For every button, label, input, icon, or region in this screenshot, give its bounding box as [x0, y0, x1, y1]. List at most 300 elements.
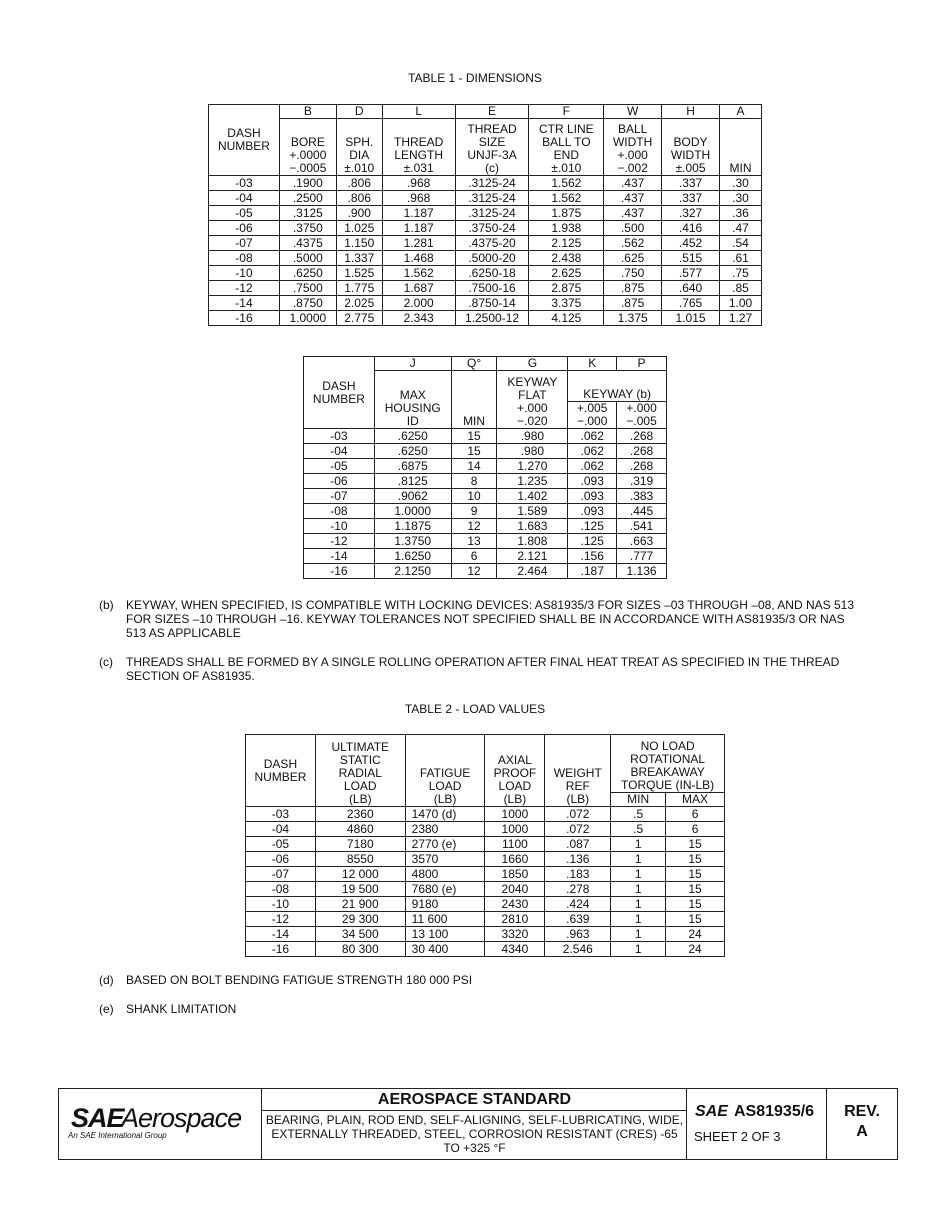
table-cell: .7500 — [279, 281, 336, 296]
table-cell: 1 — [611, 837, 666, 852]
table-cell: .424 — [545, 897, 611, 912]
table-cell: 2770 (e) — [405, 837, 485, 852]
table-cell: 4800 — [405, 867, 485, 882]
table1-title: TABLE 1 - DIMENSIONS — [408, 71, 542, 85]
table-cell: .136 — [545, 852, 611, 867]
table-cell: 6 — [666, 807, 725, 822]
table-cell: 24 — [666, 927, 725, 942]
table-cell: 1100 — [485, 837, 545, 852]
table-cell: .062 — [568, 429, 617, 444]
table2-load-values — [245, 734, 725, 957]
table-cell: 2.775 — [336, 311, 382, 326]
table-cell: 13 100 — [405, 927, 485, 942]
table-cell: 1.6250 — [374, 549, 451, 564]
sheet-number: SHEET 2 OF 3 — [694, 1129, 781, 1144]
column-label: WEIGHT REF (LB) — [545, 735, 611, 807]
dash-number-header: DASH NUMBER — [304, 357, 375, 429]
table-cell: 1.0000 — [374, 504, 451, 519]
dash-number-cell: -14 — [246, 927, 316, 942]
table-cell: .968 — [382, 176, 455, 191]
column-letter: E — [455, 105, 529, 119]
dash-number-cell: -05 — [209, 206, 280, 221]
column-label: THREAD SIZE UNJF-3A (c) — [455, 119, 529, 176]
table-row — [209, 236, 762, 251]
table-cell: 1.235 — [497, 474, 568, 489]
table-cell: 3.375 — [529, 296, 604, 311]
column-label: +.000 −.005 — [617, 402, 667, 429]
table-row — [304, 564, 667, 579]
table-cell: .3750 — [279, 221, 336, 236]
table-cell: 1470 (d) — [405, 807, 485, 822]
table-cell: 2.125 — [529, 236, 604, 251]
table-cell: 1 — [611, 897, 666, 912]
dash-number-cell: -16 — [209, 311, 280, 326]
table-cell: 4340 — [485, 942, 545, 957]
table-cell: 1 — [611, 942, 666, 957]
table-cell: 15 — [451, 444, 497, 459]
column-letter: P — [617, 357, 667, 371]
table-cell: .337 — [662, 191, 720, 206]
table-cell: 3570 — [405, 852, 485, 867]
table-cell: 29 300 — [315, 912, 405, 927]
table-cell: 1.015 — [662, 311, 720, 326]
table-cell: .1900 — [279, 176, 336, 191]
table-cell: .980 — [497, 429, 568, 444]
dash-number-header: DASH NUMBER — [209, 105, 280, 176]
column-label: AXIAL PROOF LOAD (LB) — [485, 735, 545, 807]
dash-number-cell: -16 — [304, 564, 375, 579]
table-cell: 1.938 — [529, 221, 604, 236]
table-cell: 30 400 — [405, 942, 485, 957]
table-cell: .437 — [604, 206, 662, 221]
table-cell: 14 — [451, 459, 497, 474]
table-row — [246, 837, 725, 852]
table-cell: 12 — [451, 519, 497, 534]
table-cell: .3125-24 — [455, 206, 529, 221]
dash-number-cell: -03 — [246, 807, 316, 822]
table-row — [304, 429, 667, 444]
table-cell: 2.464 — [497, 564, 568, 579]
table-cell: .437 — [604, 176, 662, 191]
table-cell: .963 — [545, 927, 611, 942]
table-cell: 4.125 — [529, 311, 604, 326]
table-cell: 6 — [451, 549, 497, 564]
dash-number-cell: -08 — [304, 504, 375, 519]
dash-number-cell: -03 — [209, 176, 280, 191]
table-cell: .750 — [604, 266, 662, 281]
table-cell: 1.468 — [382, 251, 455, 266]
note-c — [99, 655, 859, 683]
standard-heading: AEROSPACE STANDARD — [262, 1089, 687, 1111]
table-cell: 1.27 — [720, 311, 762, 326]
table1-keyway-dimensions — [303, 356, 667, 579]
table-cell: 1 — [611, 912, 666, 927]
table-cell: .541 — [617, 519, 667, 534]
document-title-cell — [262, 1089, 687, 1159]
table-cell: 2.343 — [382, 311, 455, 326]
table-cell: 1.025 — [336, 221, 382, 236]
table-cell: 3320 — [485, 927, 545, 942]
table-cell: .8750-14 — [455, 296, 529, 311]
table-cell: 2.1250 — [374, 564, 451, 579]
sae-logo-small: SAE — [695, 1103, 728, 1120]
note-text: KEYWAY, WHEN SPECIFIED, IS COMPATIBLE WITH LOCKING DEVICES: AS81935/3 FOR SIZES –03 THROUGH –08, AND NAS 513 FOR SIZES –10 THROUGH –16. KEYWAY TOLERANCES NOT SPECIFIED SHALL BE IN ACCORDANCE WITH AS81935/3 OR NAS 513 AS APPLICABLE — [126, 598, 854, 640]
column-letter: K — [568, 357, 617, 371]
table-cell: .087 — [545, 837, 611, 852]
table-cell: .625 — [604, 251, 662, 266]
table-cell: 1.562 — [529, 191, 604, 206]
column-label: NO LOAD ROTATIONAL BREAKAWAY TORQUE (IN-LB) — [611, 735, 725, 793]
table-cell: 9 — [451, 504, 497, 519]
table-cell: 1.270 — [497, 459, 568, 474]
dash-number-cell: -07 — [209, 236, 280, 251]
column-label: FATIGUE LOAD (LB) — [405, 735, 485, 807]
dash-number-cell: -04 — [246, 822, 316, 837]
table-row — [246, 897, 725, 912]
table-cell: 1.562 — [529, 176, 604, 191]
table-cell: 1.375 — [604, 311, 662, 326]
table-row — [209, 206, 762, 221]
table-cell: .445 — [617, 504, 667, 519]
table-cell: 12 — [451, 564, 497, 579]
dash-number-cell: -10 — [304, 519, 375, 534]
note-text: BASED ON BOLT BENDING FATIGUE STRENGTH 180 000 PSI — [126, 973, 473, 987]
table-cell: 1 — [611, 882, 666, 897]
dash-number-cell: -03 — [304, 429, 375, 444]
revision-cell — [827, 1089, 897, 1159]
column-label: +.005 −.000 — [568, 402, 617, 429]
title-block — [58, 1088, 898, 1160]
column-letter: B — [279, 105, 336, 119]
table-cell: .7500-16 — [455, 281, 529, 296]
table-cell: .3125-24 — [455, 191, 529, 206]
column-letter: D — [336, 105, 382, 119]
table-cell: 15 — [451, 429, 497, 444]
column-letter: H — [662, 105, 720, 119]
table-cell: 12 000 — [315, 867, 405, 882]
column-label: MAX — [666, 793, 725, 807]
table-row — [209, 251, 762, 266]
table-cell: .806 — [336, 176, 382, 191]
table-row — [209, 311, 762, 326]
sae-aerospace-logo — [59, 1089, 262, 1159]
table-cell: 1.589 — [497, 504, 568, 519]
table-cell: 80 300 — [315, 942, 405, 957]
table-cell: .268 — [617, 459, 667, 474]
table-row — [209, 191, 762, 206]
table-cell: .5000 — [279, 251, 336, 266]
table-cell: .156 — [568, 549, 617, 564]
table-cell: 2360 — [315, 807, 405, 822]
table-cell: .875 — [604, 281, 662, 296]
logo-sae-text: SAE — [71, 1103, 124, 1133]
table-cell: 1000 — [485, 822, 545, 837]
column-letter: W — [604, 105, 662, 119]
table-cell: .9062 — [374, 489, 451, 504]
table-cell: 1 — [611, 927, 666, 942]
column-label: MIN — [611, 793, 666, 807]
table-cell: 9180 — [405, 897, 485, 912]
table-row — [304, 474, 667, 489]
table-cell: .61 — [720, 251, 762, 266]
table-row — [209, 281, 762, 296]
table-cell: 1.136 — [617, 564, 667, 579]
table-cell: 1.775 — [336, 281, 382, 296]
table-row — [246, 867, 725, 882]
table-cell: .2500 — [279, 191, 336, 206]
keyway-label: KEYWAY (b) — [568, 371, 667, 402]
column-label: KEYWAY FLAT +.000 −.020 — [497, 371, 568, 429]
column-letter: J — [374, 357, 451, 371]
table-cell: .093 — [568, 474, 617, 489]
note-text: THREADS SHALL BE FORMED BY A SINGLE ROLLING OPERATION AFTER FINAL HEAT TREAT AS SPECIFIED IN THE THREAD SECTION OF AS81935. — [126, 655, 840, 683]
table-cell: 15 — [666, 867, 725, 882]
table-cell: .437 — [604, 191, 662, 206]
document-number: AS81935/6 — [734, 1103, 815, 1120]
table-row — [304, 504, 667, 519]
table-cell: .47 — [720, 221, 762, 236]
table-cell: .187 — [568, 564, 617, 579]
table-cell: .30 — [720, 176, 762, 191]
table-cell: 1.2500-12 — [455, 311, 529, 326]
table-cell: .663 — [617, 534, 667, 549]
table-cell: .500 — [604, 221, 662, 236]
dash-number-header: DASH NUMBER — [246, 735, 316, 807]
dash-number-cell: -05 — [304, 459, 375, 474]
table-cell: .875 — [604, 296, 662, 311]
table-cell: 1.150 — [336, 236, 382, 251]
column-letter: G — [497, 357, 568, 371]
table-cell: .319 — [617, 474, 667, 489]
table-cell: 1 — [611, 867, 666, 882]
dash-number-cell: -04 — [304, 444, 375, 459]
table-cell: .577 — [662, 266, 720, 281]
table-cell: .6250 — [374, 444, 451, 459]
table-cell: 1.0000 — [279, 311, 336, 326]
table-cell: 1.875 — [529, 206, 604, 221]
table-cell: .968 — [382, 191, 455, 206]
table-row — [304, 489, 667, 504]
table-cell: 1000 — [485, 807, 545, 822]
column-letter: L — [382, 105, 455, 119]
table-cell: .515 — [662, 251, 720, 266]
table-cell: .5000-20 — [455, 251, 529, 266]
table-cell: 4860 — [315, 822, 405, 837]
dash-number-cell: -14 — [304, 549, 375, 564]
table-row — [304, 549, 667, 564]
column-label: ULTIMATE STATIC RADIAL LOAD (LB) — [315, 735, 405, 807]
table-cell: .383 — [617, 489, 667, 504]
table-cell: 8550 — [315, 852, 405, 867]
table-cell: 1.562 — [382, 266, 455, 281]
table-row — [246, 822, 725, 837]
table-cell: 1.187 — [382, 221, 455, 236]
dash-number-cell: -12 — [209, 281, 280, 296]
column-label: MIN — [451, 371, 497, 429]
table-cell: 2.438 — [529, 251, 604, 266]
table-cell: .072 — [545, 822, 611, 837]
table-cell: .268 — [617, 444, 667, 459]
table-cell: 1.1875 — [374, 519, 451, 534]
column-label: BODY WIDTH ±.005 — [662, 119, 720, 176]
table-cell: 15 — [666, 882, 725, 897]
table-cell: .6875 — [374, 459, 451, 474]
dash-number-cell: -05 — [246, 837, 316, 852]
table-cell: .125 — [568, 534, 617, 549]
table-cell: .337 — [662, 176, 720, 191]
table-cell: 1.281 — [382, 236, 455, 251]
table-row — [209, 266, 762, 281]
table-cell: 21 900 — [315, 897, 405, 912]
table-cell: 1.187 — [382, 206, 455, 221]
table-cell: 2380 — [405, 822, 485, 837]
table-cell: 6 — [666, 822, 725, 837]
table-cell: .900 — [336, 206, 382, 221]
table-row — [246, 807, 725, 822]
note-d — [99, 973, 859, 987]
table-row — [304, 519, 667, 534]
table-cell: 1.402 — [497, 489, 568, 504]
table-cell: 15 — [666, 912, 725, 927]
table-cell: .093 — [568, 504, 617, 519]
note-e — [99, 1002, 859, 1016]
table-row — [209, 176, 762, 191]
table-cell: .562 — [604, 236, 662, 251]
table-cell: 1.683 — [497, 519, 568, 534]
dash-number-cell: -06 — [209, 221, 280, 236]
dash-number-cell: -12 — [246, 912, 316, 927]
column-label: BALL WIDTH +.000 −.002 — [604, 119, 662, 176]
column-label: MIN — [720, 119, 762, 176]
table-cell: .3125 — [279, 206, 336, 221]
table-cell: 1.337 — [336, 251, 382, 266]
table-cell: .093 — [568, 489, 617, 504]
logo-tagline: An SAE International Group — [68, 1131, 167, 1140]
table-cell: 15 — [666, 897, 725, 912]
table-row — [246, 912, 725, 927]
table-row — [304, 534, 667, 549]
column-letter: F — [529, 105, 604, 119]
dash-number-cell: -08 — [209, 251, 280, 266]
logo-aerospace-text: Aerospace — [121, 1103, 242, 1133]
note-b — [99, 598, 859, 640]
table-cell: .183 — [545, 867, 611, 882]
table-cell: .125 — [568, 519, 617, 534]
table-row — [304, 444, 667, 459]
dash-number-cell: -10 — [246, 897, 316, 912]
table-cell: .4375-20 — [455, 236, 529, 251]
table-row — [304, 459, 667, 474]
document-description: BEARING, PLAIN, ROD END, SELF-ALIGNING, SELF-LUBRICATING, WIDE, EXTERNALLY THREADED, STEEL, CORROSION RESISTANT (CRES) -65 TO +325 °F — [265, 1113, 684, 1155]
table-cell: 1.525 — [336, 266, 382, 281]
table-cell: .36 — [720, 206, 762, 221]
table-cell: 8 — [451, 474, 497, 489]
table-row — [246, 927, 725, 942]
note-label: (b) — [99, 598, 114, 612]
table1-dimensions — [208, 104, 762, 326]
table-cell: .980 — [497, 444, 568, 459]
table-cell: 1850 — [485, 867, 545, 882]
note-text: SHANK LIMITATION — [126, 1002, 237, 1016]
dash-number-cell: -07 — [246, 867, 316, 882]
column-label: MAX HOUSING ID — [374, 371, 451, 429]
table-cell: 7180 — [315, 837, 405, 852]
table-cell: .452 — [662, 236, 720, 251]
table-cell: 2430 — [485, 897, 545, 912]
dash-number-cell: -04 — [209, 191, 280, 206]
dash-number-cell: -08 — [246, 882, 316, 897]
note-label: (c) — [99, 655, 113, 669]
table-cell: .8750 — [279, 296, 336, 311]
table-cell: .30 — [720, 191, 762, 206]
table-cell: .3750-24 — [455, 221, 529, 236]
table-cell: 15 — [666, 852, 725, 867]
table-cell: .765 — [662, 296, 720, 311]
table-cell: 2.875 — [529, 281, 604, 296]
table-cell: 1.00 — [720, 296, 762, 311]
table-cell: 2.000 — [382, 296, 455, 311]
table-cell: .327 — [662, 206, 720, 221]
revision-value: A — [856, 1123, 868, 1140]
dash-number-cell: -14 — [209, 296, 280, 311]
note-label: (e) — [99, 1002, 114, 1016]
dash-number-cell: -12 — [304, 534, 375, 549]
table-row — [209, 221, 762, 236]
revision-label: REV. — [844, 1103, 880, 1120]
table-cell: .639 — [545, 912, 611, 927]
table-cell: .777 — [617, 549, 667, 564]
table-cell: .6250 — [279, 266, 336, 281]
table-cell: .072 — [545, 807, 611, 822]
table-cell: .3125-24 — [455, 176, 529, 191]
column-label: THREAD LENGTH ±.031 — [382, 119, 455, 176]
table-cell: 2810 — [485, 912, 545, 927]
table-cell: .4375 — [279, 236, 336, 251]
table-cell: 10 — [451, 489, 497, 504]
dash-number-cell: -06 — [246, 852, 316, 867]
dash-number-cell: -07 — [304, 489, 375, 504]
dash-number-cell: -10 — [209, 266, 280, 281]
dash-number-cell: -06 — [304, 474, 375, 489]
table-cell: .5 — [611, 822, 666, 837]
table-cell: 2.121 — [497, 549, 568, 564]
table-cell: 15 — [666, 837, 725, 852]
table-cell: 24 — [666, 942, 725, 957]
table-cell: 2.625 — [529, 266, 604, 281]
table-cell: 11 600 — [405, 912, 485, 927]
table-cell: .062 — [568, 459, 617, 474]
table-row — [246, 942, 725, 957]
table-cell: 1 — [611, 852, 666, 867]
table-cell: .062 — [568, 444, 617, 459]
document-number-cell — [687, 1089, 827, 1159]
table-cell: 1.808 — [497, 534, 568, 549]
table-cell: .278 — [545, 882, 611, 897]
table-cell: 1.3750 — [374, 534, 451, 549]
table-cell: 2040 — [485, 882, 545, 897]
table-cell: .806 — [336, 191, 382, 206]
table-cell: 7680 (e) — [405, 882, 485, 897]
table-cell: .75 — [720, 266, 762, 281]
column-label: CTR LINE BALL TO END ±.010 — [529, 119, 604, 176]
table2-title: TABLE 2 - LOAD VALUES — [404, 702, 546, 716]
dash-number-cell: -16 — [246, 942, 316, 957]
table-cell: 2.025 — [336, 296, 382, 311]
column-letter: Q° — [451, 357, 497, 371]
column-letter: A — [720, 105, 762, 119]
table-cell: .85 — [720, 281, 762, 296]
column-label: BORE +.0000 −.0005 — [279, 119, 336, 176]
